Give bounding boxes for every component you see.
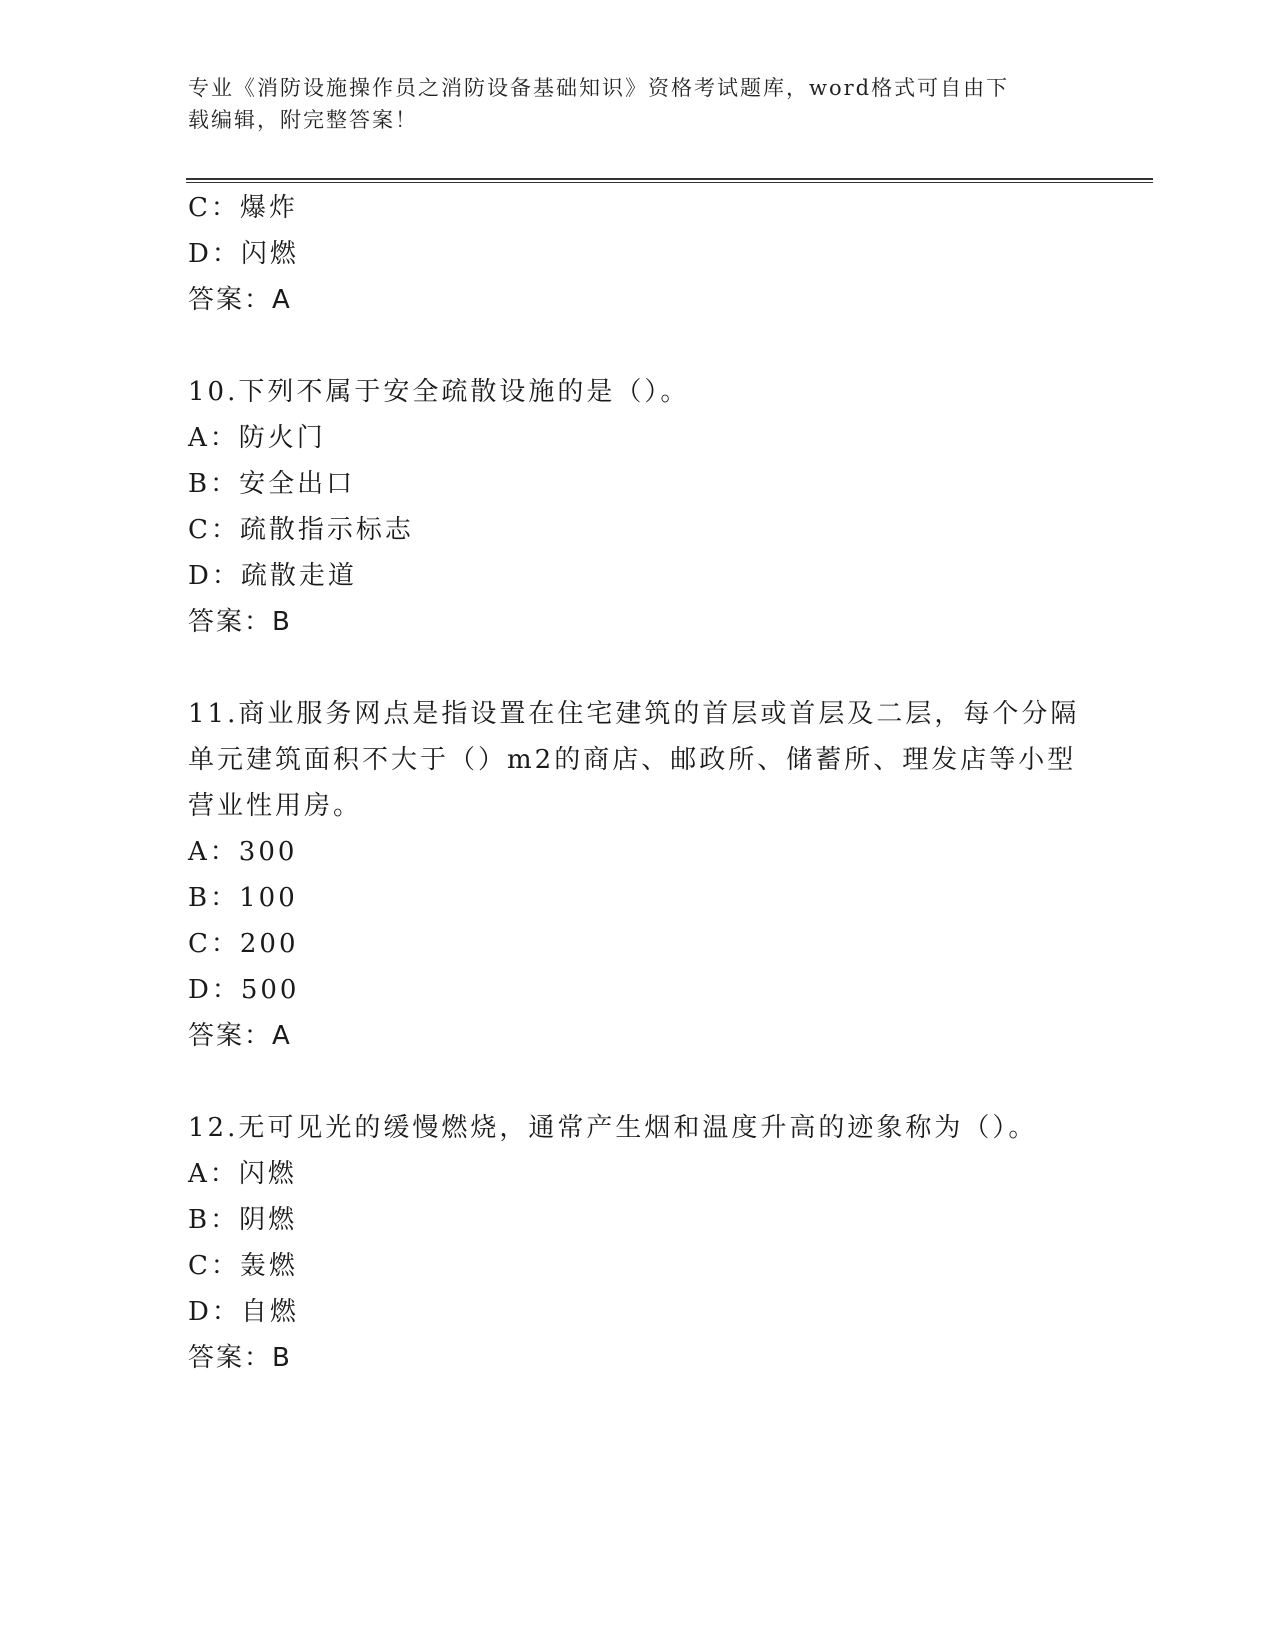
spacer <box>188 1059 1088 1105</box>
option-a: A：闪燃 <box>188 1159 297 1189</box>
header-line-2: 载编辑，附完整答案！ <box>188 108 418 132</box>
option-d: D：疏散走道 <box>188 561 357 591</box>
question-10 <box>188 369 1088 645</box>
question-text: 12.无可见光的缓慢燃烧，通常产生烟和温度升高的迹象称为（）。 <box>188 1113 1038 1143</box>
option-a: A：300 <box>188 837 298 867</box>
question-list <box>188 185 1088 1381</box>
question-text-line-1: 11.商业服务网点是指设置在住宅建筑的首层或首层及二层，每个分隔 <box>188 699 1080 729</box>
spacer <box>188 645 1088 691</box>
option-c: C：轰燃 <box>188 1251 298 1281</box>
answer-line: 答案：B <box>188 1343 292 1373</box>
document-header <box>188 72 1068 136</box>
spacer <box>188 323 1088 369</box>
header-line-1: 专业《消防设施操作员之消防设备基础知识》资格考试题库，word格式可自由下 <box>188 76 1010 100</box>
option-b: B：阴燃 <box>188 1205 298 1235</box>
option-c: C：疏散指示标志 <box>188 515 414 545</box>
option-d: D：500 <box>188 975 300 1005</box>
header-rule-thick <box>186 178 1153 180</box>
option-c: C：200 <box>188 929 299 959</box>
question-11 <box>188 691 1088 1059</box>
question-text-line-3: 营业性用房。 <box>188 791 363 821</box>
question-9-tail <box>188 185 1088 323</box>
option-b: B：100 <box>188 883 298 913</box>
header-rule-thin <box>186 182 1153 183</box>
option-d: D：自燃 <box>188 1297 299 1327</box>
question-text-line-2: 单元建筑面积不大于（）m2的商店、邮政所、储蓄所、理发店等小型 <box>188 745 1077 775</box>
option-d: D：闪燃 <box>188 239 299 269</box>
option-a: A：防火门 <box>188 423 326 453</box>
answer-line: 答案：A <box>188 285 292 315</box>
option-c: C：爆炸 <box>188 193 298 223</box>
option-b: B：安全出口 <box>188 469 356 499</box>
answer-line: 答案：B <box>188 607 292 637</box>
question-12 <box>188 1105 1088 1381</box>
answer-line: 答案：A <box>188 1021 292 1051</box>
question-text: 10.下列不属于安全疏散设施的是（）。 <box>188 377 690 407</box>
